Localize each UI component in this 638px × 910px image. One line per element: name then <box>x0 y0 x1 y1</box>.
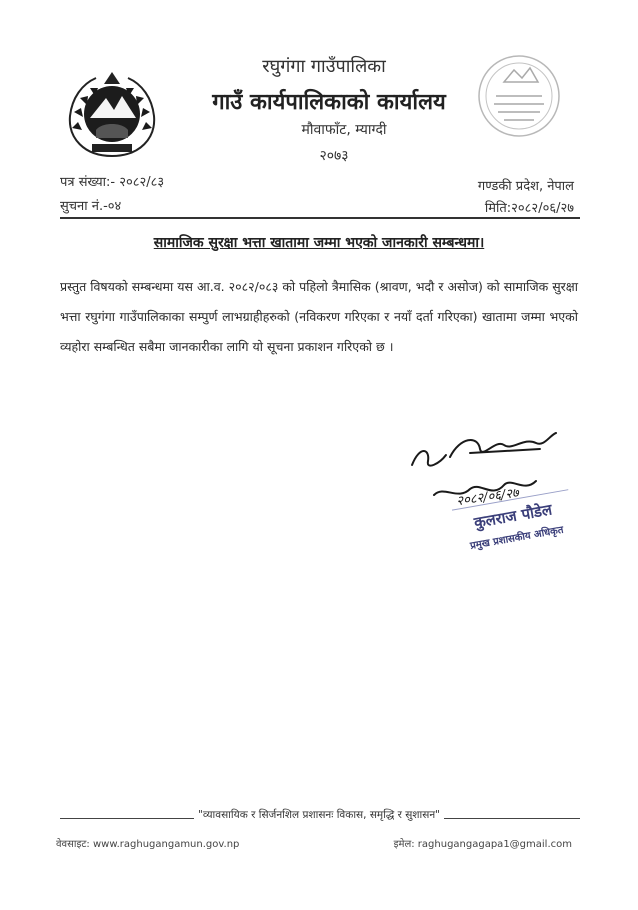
footer-slogan: "व्यावसायिक र सिर्जनशिल प्रशासनः विकास, समृद्धि र सुशासन" <box>0 808 638 822</box>
notice-body: प्रस्तुत विषयको सम्बन्धमा यस आ.व. २०८२/०८३ को पहिलो त्रैमासिक (श्रावण, भदौ र असोज) को सामाजिक सुरक्षा भत्ता रघुगंगा गाउँपालिकाका सम्पुर्ण लाभग्राहीहरुको (नविकरण गरिएका र नयाँ दर्ता गरिएका) खातामा जम्मा भएको व्यहोरा सम्बन्धित सबैमा जानकारीका लागि यो सूचना प्रकाशन गरिएको छ । <box>60 279 578 354</box>
header-divider <box>60 217 580 219</box>
notice-number: सुचना नं.-०४ <box>60 199 122 214</box>
officer-name: कुलराज पौडेल <box>472 500 554 532</box>
letter-date: मिति:२०८२/०६/२७ <box>484 201 574 216</box>
signature-block <box>400 415 570 565</box>
signature-date: २०८२/०६/२७ <box>455 485 520 510</box>
office-location: मौवाफाँट, म्याग्दी <box>301 122 387 138</box>
officer-title: प्रमुख प्रशासकीय अधिकृत <box>469 524 565 552</box>
established-year: २०७३ <box>319 148 349 164</box>
municipality-name: रघुगंगा गाउँपालिका <box>262 56 386 77</box>
office-name: गाउँ कार्यपालिकाको कार्यालय <box>212 90 446 115</box>
footer-email: इमेल: raghugangagapa1@gmail.com <box>393 839 572 850</box>
notice-subject: सामाजिक सुरक्षा भत्ता खातामा जम्मा भएको जानकारी सम्बन्धमा। <box>153 235 485 251</box>
letter-number: पत्र संख्या:- २०८२/८३ <box>60 175 165 190</box>
footer-website: वेवसाइट: www.raghugangamun.gov.np <box>56 839 240 850</box>
province-label: गण्डकी प्रदेश, नेपाल <box>477 179 574 194</box>
